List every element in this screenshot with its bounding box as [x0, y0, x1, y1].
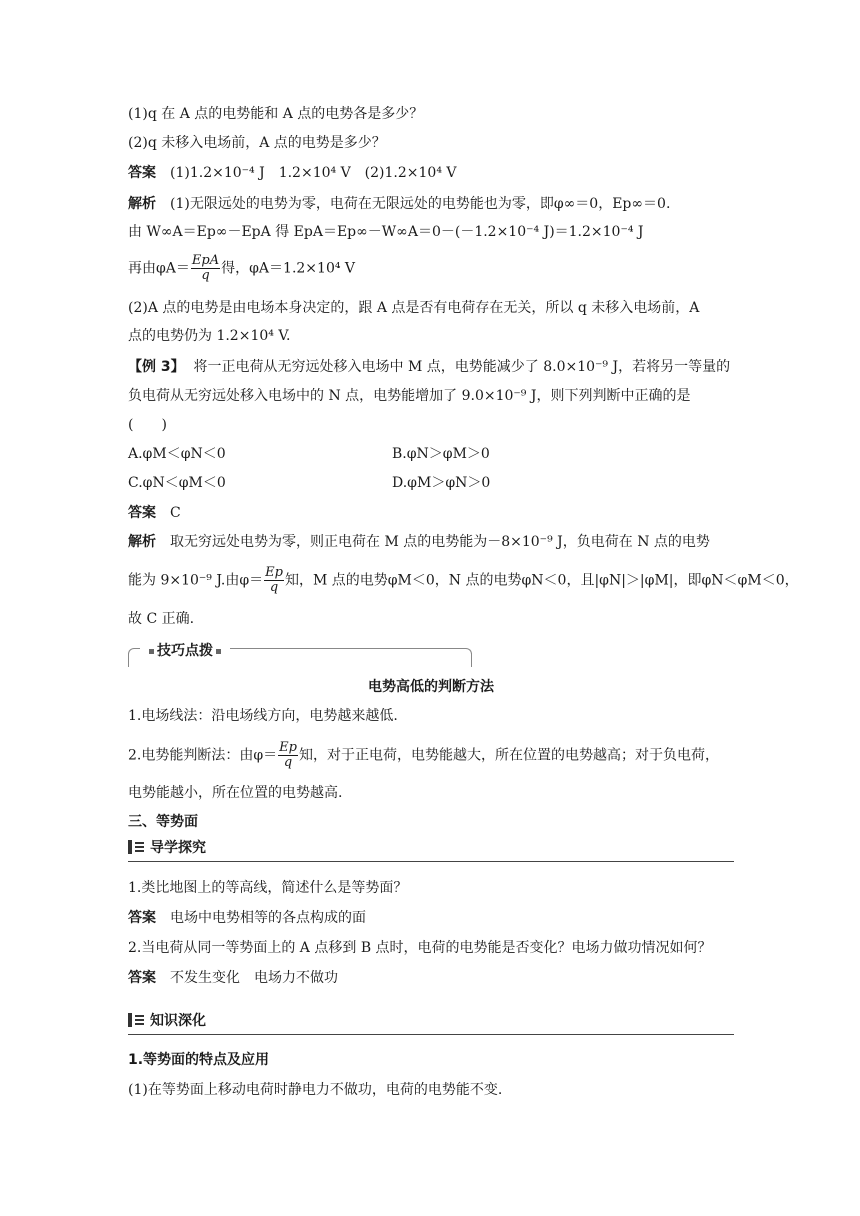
answer-3 [128, 503, 181, 523]
answer-label: 答案 [128, 910, 156, 926]
analysis-1-line-2: 由 W∞A＝Ep∞－EpA 得 EpA＝Ep∞－W∞A＝0－(－1.2×10⁻⁴ J)＝1.2×10⁻⁴ J [128, 224, 644, 240]
analysis-3-text-1: 取无穷远处电势为零，则正电荷在 M 点的电势能为－8×10⁻⁹ J，负电荷在 N 点的电势 [170, 534, 710, 550]
fraction-denominator: q [201, 268, 210, 283]
fraction-numerator: EpA [191, 253, 220, 268]
fraction-denominator: q [283, 755, 293, 770]
answer-1-text: (1)1.2×10⁻⁴ J 1.2×10⁴ V (2)1.2×10⁴ V [170, 165, 457, 181]
guide-question-1: 1.类比地图上的等高线，简述什么是等势面？ [128, 880, 408, 896]
analysis-1-line-3 [128, 254, 355, 283]
tip-header [140, 640, 230, 660]
guide-answer-2-text: 不发生变化 电场力不做功 [170, 970, 338, 986]
answer-label: 答案 [128, 970, 156, 986]
guide-header [128, 838, 206, 858]
deepen-divider [128, 1034, 734, 1035]
analysis-3-line-1 [128, 532, 710, 552]
guide-question-2: 2.当电荷从同一等势面上的 A 点移到 B 点时，电荷的电势能是否变化？电场力做功情况如何？ [128, 940, 712, 956]
fraction-denominator: q [269, 580, 279, 595]
answer-label: 答案 [128, 505, 156, 521]
analysis-label: 解析 [128, 196, 156, 212]
fraction-numerator: Ep [279, 740, 297, 755]
bullet-icon [149, 649, 154, 654]
deepen-header [128, 1011, 206, 1031]
tip-item-1: 1.电场线法：沿电场线方向，电势越来越低. [128, 708, 398, 724]
guide-divider [128, 861, 734, 862]
analysis-1-line-5: 点的电势仍为 1.2×10⁴ V. [128, 328, 291, 344]
example-3-line-3: ( ) [128, 417, 167, 433]
guide-title: 导学探究 [150, 840, 206, 856]
analysis-label: 解析 [128, 534, 156, 550]
list-icon [128, 840, 144, 854]
tip-item-2-pre: 2.电势能判断法：由φ＝ [128, 747, 278, 764]
fraction [191, 254, 220, 283]
guide-answer-2 [128, 968, 338, 988]
analysis-3-line-2-post: 知，M 点的电势φM＜0，N 点的电势φN＜0，且|φN|＞|φM|，即φN＜φM＜0， [284, 572, 799, 589]
question-1: (1)q 在 A 点的电势能和 A 点的电势各是多少？ [128, 106, 424, 122]
option-d: D.φM＞φN＞0 [392, 475, 491, 491]
fraction-numerator: Ep [265, 565, 283, 580]
answer-1 [128, 163, 457, 183]
tip-title: 技巧点拨 [157, 643, 213, 659]
example-3-line-2: 负电荷从无穷远处移入电场中的 N 点，电势能增加了 9.0×10⁻⁹ J，则下列判断中正确的是 [128, 388, 691, 404]
tip-item-2-post: 知，对于正电荷，电势能越大，所在位置的电势越高；对于负电荷， [298, 747, 719, 764]
bullet-icon [216, 649, 221, 654]
tip-item-2 [128, 741, 719, 770]
list-icon [128, 1013, 144, 1027]
analysis-1-line-3-post: 得，φA＝1.2×10⁴ V [221, 260, 356, 277]
analysis-3-line-2-pre: 能为 9×10⁻⁹ J.由φ＝ [128, 572, 264, 589]
analysis-3-line-2 [128, 566, 799, 595]
example-3-line-1 [128, 357, 730, 377]
analysis-3-line-3: 故 C 正确. [128, 611, 195, 627]
deepen-item-1-1: (1)在等势面上移动电荷时静电力不做功，电荷的电势能不变. [128, 1082, 503, 1098]
answer-label: 答案 [128, 165, 156, 181]
option-b: B.φN＞φM＞0 [392, 446, 490, 462]
deepen-title: 知识深化 [150, 1013, 206, 1029]
section-3-title: 三、等势面 [128, 814, 198, 830]
analysis-1-text-1: (1)无限远处的电势为零，电荷在无限远处的电势能也为零，即φ∞＝0，Ep∞＝0. [170, 196, 671, 212]
tip-item-2-line-2: 电势能越小，所在位置的电势越高. [128, 785, 343, 801]
tip-heading: 电势高低的判断方法 [368, 679, 494, 695]
analysis-1-line-1 [128, 194, 670, 214]
fraction [264, 566, 284, 595]
guide-answer-1-text: 电场中电势相等的各点构成的面 [170, 910, 366, 926]
fraction [278, 741, 298, 770]
question-2: (2)q 未移入电场前，A 点的电势是多少？ [128, 135, 386, 151]
example-3-tag: 【例 3】 [128, 359, 185, 375]
answer-3-text: C [170, 505, 181, 521]
example-3-text-1: 将一正电荷从无穷远处移入电场中 M 点，电势能减少了 8.0×10⁻⁹ J，若将另一等量的 [193, 359, 731, 375]
option-a: A.φM＜φN＜0 [128, 446, 226, 462]
analysis-1-line-3-pre: 再由φA＝ [128, 260, 190, 277]
analysis-1-line-4: (2)A 点的电势是由电场本身决定的，跟 A 点是否有电荷存在无关，所以 q 未移入电场前，A [128, 300, 700, 316]
guide-answer-1 [128, 908, 366, 928]
option-c: C.φN＜φM＜0 [128, 475, 226, 491]
deepen-item-1: 1.等势面的特点及应用 [128, 1052, 270, 1068]
